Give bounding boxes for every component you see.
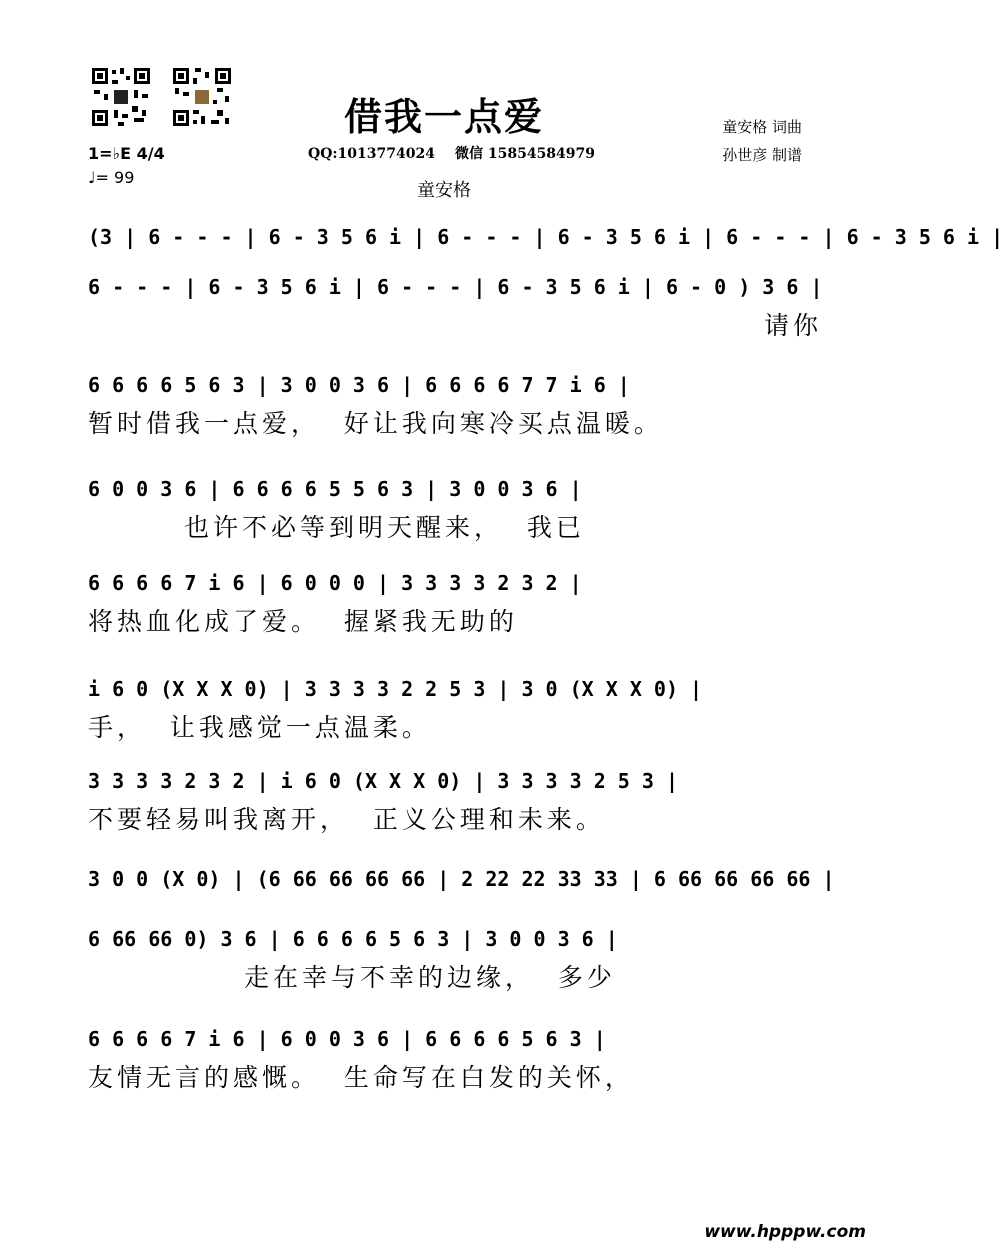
lyrics-line: 友情无言的感慨。 生命写在白发的关怀， bbox=[88, 1063, 634, 1092]
credit-lyrics-music: 童安格 词曲 bbox=[722, 118, 802, 136]
notation-line: 3 3 3 3 2 3 2 | i 6 0 (X X X 0) | 3 3 3 3 2 5 3 | bbox=[88, 769, 679, 793]
notation-line: 6 6 6 6 7 i 6 | 6 0 0 3 6 | 6 6 6 6 5 6 3 | bbox=[88, 1027, 606, 1051]
tempo-marking: ♩= 99 bbox=[88, 168, 135, 187]
singer-name: 童安格 bbox=[417, 180, 471, 201]
notation-line: 6 0 0 3 6 | 6 6 6 6 5 5 6 3 | 3 0 0 3 6 | bbox=[88, 477, 582, 501]
lyrics-line: 请你 bbox=[763, 311, 822, 340]
notation-line: 6 6 6 6 7 i 6 | 6 0 0 0 | 3 3 3 3 2 3 2 | bbox=[88, 571, 582, 595]
notation-line: (3 | 6 - - - | 6 - 3 5 6 i | 6 - - - | 6 - 3 5 6 i | 6 - - - | 6 - 3 5 6 i | bbox=[88, 225, 1003, 249]
contact-wechat: 微信 15854584979 bbox=[454, 146, 596, 162]
contact-qq: QQ:1013774024 bbox=[308, 146, 435, 162]
credit-transcriber: 孙世彦 制谱 bbox=[722, 146, 802, 164]
notation-line: 6 - - - | 6 - 3 5 6 i | 6 - - - | 6 - 3 5 6 i | 6 - 0 ) 3 6 | bbox=[88, 275, 823, 299]
website-watermark: www.hpppw.com bbox=[704, 1222, 866, 1242]
song-title: 借我一点爱 bbox=[343, 94, 544, 139]
notation-line: 3 0 0 (X 0) | (6 66 66 66 66 | 2 22 22 33 33 | 6 66 66 66 66 | bbox=[88, 867, 835, 891]
notation-line: i 6 0 (X X X 0) | 3 3 3 3 2 2 5 3 | 3 0 (X X X 0) | bbox=[88, 677, 703, 701]
lyrics-line: 走在幸与不幸的边缘， 多少 bbox=[244, 963, 616, 992]
lyrics-line: 手， 让我感觉一点温柔。 bbox=[88, 713, 431, 742]
lyrics-line: 将热血化成了爱。 握紧我无助的 bbox=[88, 607, 518, 636]
lyrics-line: 也许不必等到明天醒来， 我已 bbox=[184, 513, 585, 542]
contact-info bbox=[308, 143, 615, 163]
key-signature: 1=♭E 4/4 bbox=[88, 144, 165, 163]
lyrics-line: 暂时借我一点爱， 好让我向寒冷买点温暖。 bbox=[88, 409, 663, 438]
notation-line: 6 66 66 0) 3 6 | 6 6 6 6 5 6 3 | 3 0 0 3 6 | bbox=[88, 927, 618, 951]
notation-line: 6 6 6 6 5 6 3 | 3 0 0 3 6 | 6 6 6 6 7 7 i 6 | bbox=[88, 373, 630, 397]
lyrics-line: 不要轻易叫我离开， 正义公理和未来。 bbox=[88, 805, 605, 834]
